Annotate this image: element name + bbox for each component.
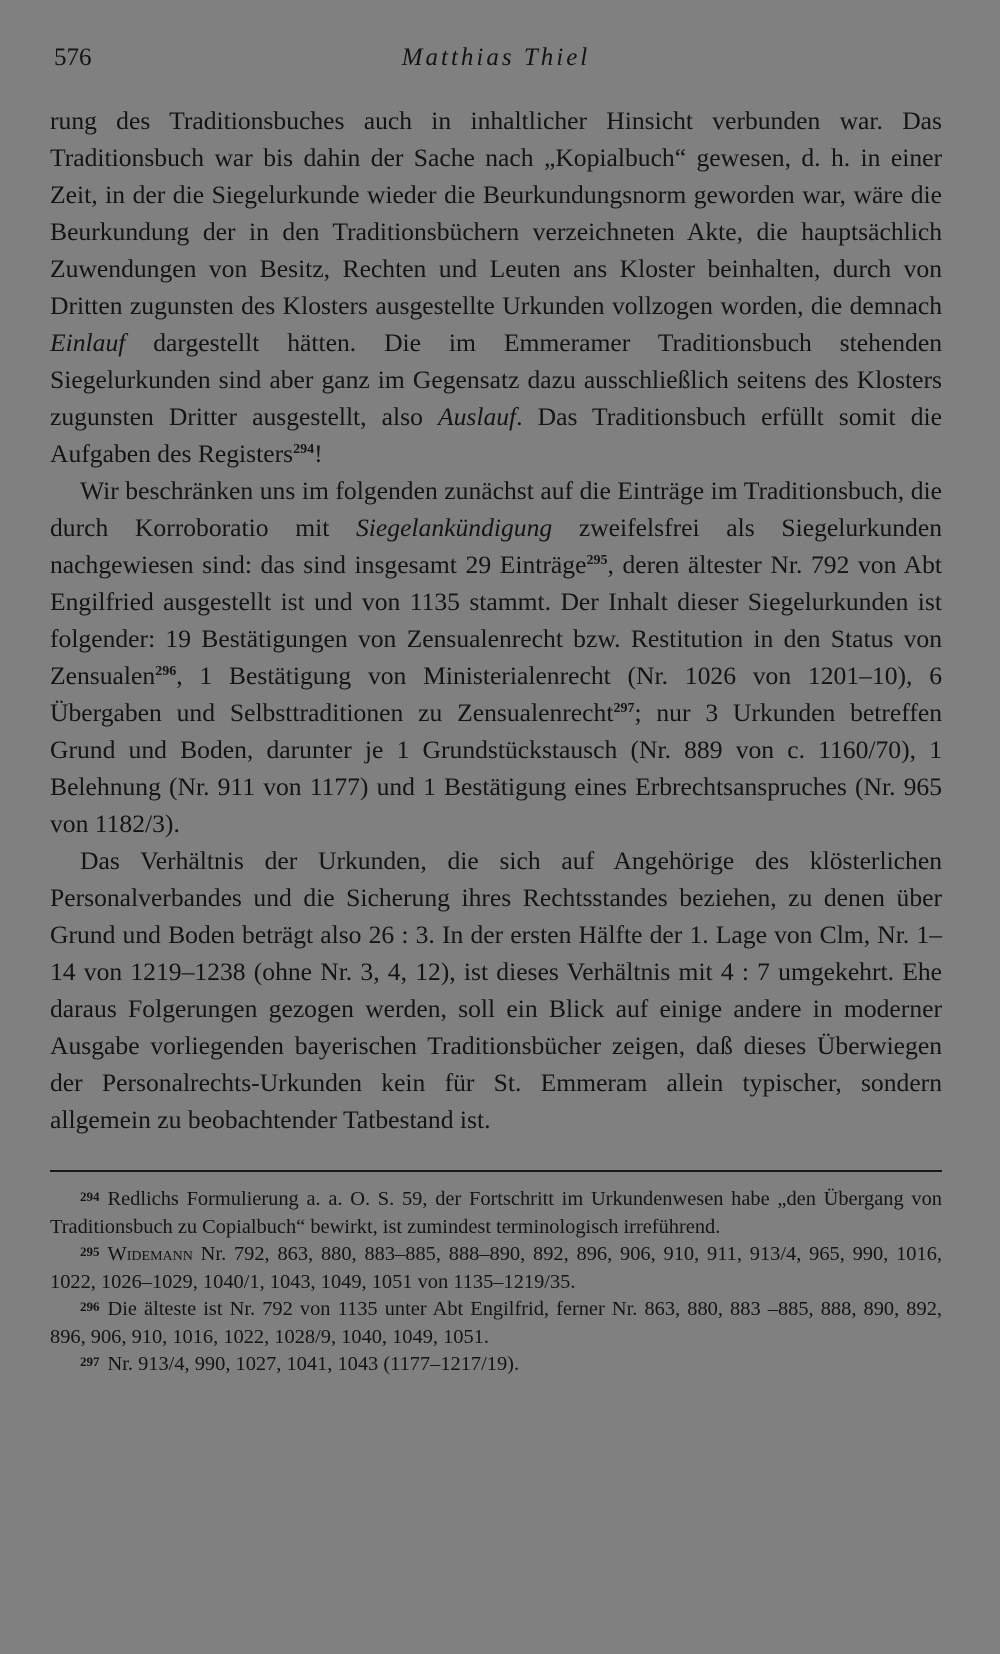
paragraph-text: Das Verhältnis der Urkunden, die sich auf Angehörige des klösterlichen Personalverbandes und die Sicherung ihres Rechtsstandes beziehen, zu denen über Grund und Boden beträgt also 26 : 3. In der ersten Hälfte der 1. Lage von Clm, Nr. 1–14 von 1219–1238 (ohne Nr. 3, 4, 12), ist dieses Verhältnis mit 4 : 7 umgekehrt. Ehe daraus Folgerungen gezogen werden, soll ein Blick auf einige andere in moderner Ausgabe vorliegenden bayerischen Traditionsbücher zeigen, daß dieses Überwiegen der Personalrechts-Urkunden kein für St. Emmeram allein typischer, sondern allgemein zu beobachtender Tatbestand ist. (50, 846, 942, 1134)
paragraph-text: , 1 Bestätigung von Ministerialenrecht (Nr. 1026 von 1201–10), 6 Übergaben und Selbsttraditionen zu Zensualenrecht (50, 661, 942, 727)
running-head-author: Matthias Thiel (401, 44, 591, 71)
paragraph-text: rung des Traditionsbuches auch in inhaltlicher Hinsicht verbunden war. Das Traditionsbuch war bis dahin der Sache nach „Kopialbuch“ gewesen, d. h. in einer Zeit, in der die Siegelurkunde wieder die Beurkundungsnorm geworden war, wäre die Beurkundung der in den Traditionsbüchern verzeichneten Akte, die hauptsächlich Zuwendungen von Besitz, Rechten und Leuten ans Kloster beinhalten, durch von Dritten zugunsten des Klosters ausgestellte Urkunden vollzogen worden, die demnach (50, 106, 942, 320)
footnote-ref-296: 296 (155, 664, 177, 679)
footnote-text: Die älteste ist Nr. 792 von 1135 unter Abt Engilfrid, ferner Nr. 863, 880, 883 –885, 888, 890, 892, 896, 906, 910, 1016, 1022, 1028/9, 1040, 1049, 1051. (50, 1298, 942, 1348)
footnote-text: Nr. 913/4, 990, 1027, 1041, 1043 (1177–1217/19). (107, 1353, 520, 1375)
running-head (50, 40, 942, 80)
footnotes (50, 1186, 942, 1379)
paragraph-1 (50, 102, 942, 472)
paragraph-text: ! (314, 439, 323, 468)
footnote-297 (50, 1351, 942, 1379)
author-name: Widemann (107, 1243, 193, 1265)
footnote-text: Redlichs Formulierung a. a. O. S. 59, der Fortschritt im Urkundenwesen habe „den Übergang von Traditionsbuch zu Copialbuch“ bewirkt, ist zumindest terminologisch irreführend. (50, 1188, 942, 1238)
footnote-number: 297 (80, 1354, 100, 1369)
paragraph-2 (50, 472, 942, 842)
paragraph-text: ; nur 3 Urkunden betreffen Grund und Boden, darunter je 1 Grundstückstausch (Nr. 889 von c. 1160/70), 1 Belehnung (Nr. 911 von 1177) und 1 Bestätigung eines Erbrechtsanspruches (Nr. 965 von 1182/3). (50, 698, 942, 838)
footnote-text: Nr. 792, 863, 880, 883–885, 888–890, 892, 896, 906, 910, 911, 913/4, 965, 990, 1016, 1022, 1026–1029, 1040/1, 1043, 1049, 1051 von 1135–1219/35. (50, 1243, 942, 1293)
footnote-294 (50, 1186, 942, 1241)
paragraph-3 (50, 842, 942, 1138)
emphasis-siegelankuendigung: Siegelankündigung (356, 513, 553, 542)
paragraph-text: Wir beschränken uns im folgenden zunächst auf die Einträge im Traditionsbuch, die durch Korroboratio mit (50, 476, 942, 542)
footnote-ref-297: 297 (613, 701, 635, 716)
footnote-number: 294 (80, 1189, 100, 1204)
paragraph-text: . Das Traditionsbuch erfüllt somit die Aufgaben des Registers (50, 402, 942, 468)
footnote-ref-294: 294 (293, 442, 315, 457)
footnote-ref-295: 295 (586, 553, 608, 568)
footnote-number: 296 (80, 1299, 100, 1314)
footnote-296 (50, 1296, 942, 1351)
paragraph-text: dargestellt hätten. Die im Emmeramer Traditionsbuch stehenden Siegelurkunden sind aber ganz im Gegensatz dazu ausschließlich seitens des Klosters zugunsten Dritter ausgestellt, also (50, 328, 942, 431)
footnote-number: 295 (80, 1244, 100, 1259)
emphasis-auslauf: Auslauf (437, 402, 517, 431)
page (50, 40, 942, 1379)
emphasis-einlauf: Einlauf (50, 328, 126, 357)
body-text (50, 102, 942, 1138)
footnote-divider (50, 1170, 942, 1172)
footnote-295 (50, 1241, 942, 1296)
paragraph-text: , deren ältester Nr. 792 von Abt Engilfried ausgestellt ist und von 1135 stammt. Der Inhalt dieser Siegelurkunden ist folgender: 19 Bestätigungen von Zensualenrecht bzw. Restitution in den Status von Zensualen (50, 550, 942, 690)
paragraph-text: zweifelsfrei als Siegelurkunden nachgewiesen sind: das sind insgesamt 29 Einträge (50, 513, 943, 579)
page-number: 576 (54, 44, 92, 71)
